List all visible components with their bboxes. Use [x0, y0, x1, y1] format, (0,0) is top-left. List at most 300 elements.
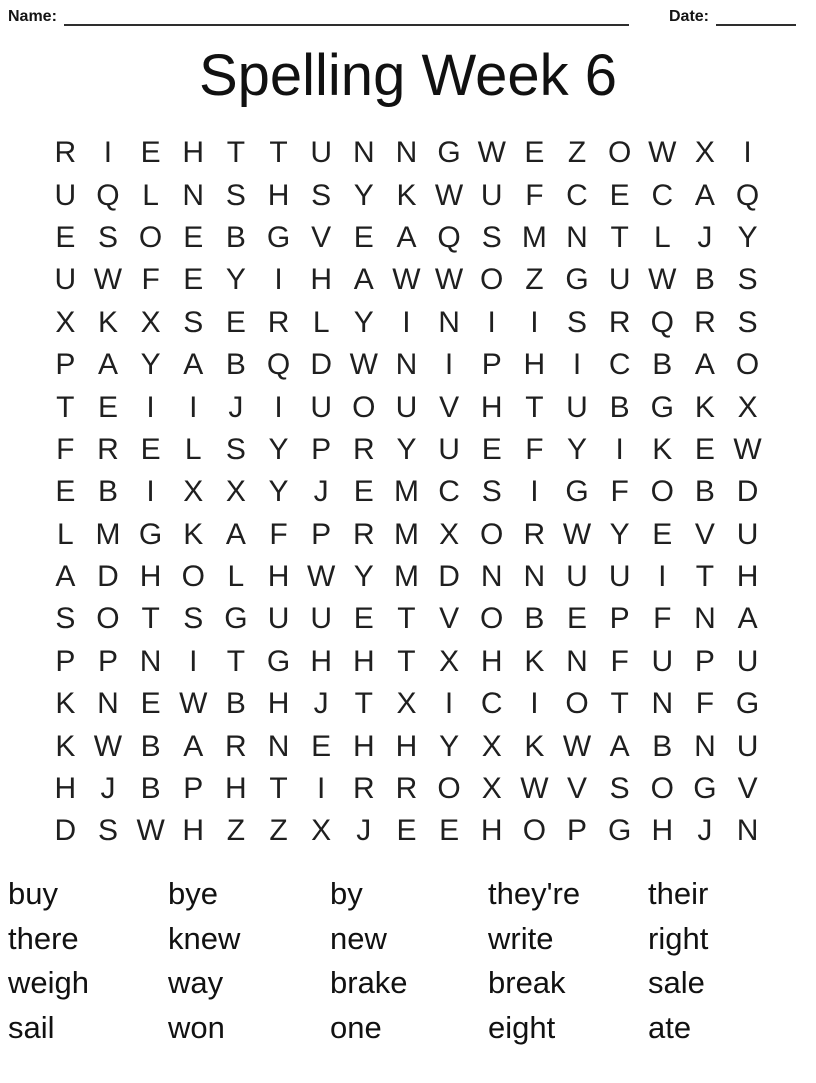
grid-letter: I — [146, 390, 155, 424]
grid-letter: L — [312, 305, 330, 339]
grid-letter: K — [524, 644, 545, 678]
grid-letter: G — [224, 602, 248, 636]
word-item: weigh — [8, 965, 89, 1001]
grid-letter: N — [352, 136, 375, 170]
grid-letter: Z — [269, 814, 288, 848]
word-item: one — [330, 1010, 382, 1046]
grid-letter: Y — [439, 729, 460, 763]
grid-letter: H — [310, 263, 332, 297]
grid-letter: E — [524, 136, 545, 170]
grid-letter: Y — [353, 178, 374, 212]
grid-letter: U — [608, 263, 631, 297]
grid-letter: F — [56, 432, 75, 466]
grid-letter: I — [402, 305, 411, 339]
grid-letter: F — [610, 644, 629, 678]
grid-letter: J — [313, 475, 329, 509]
grid-letter: H — [523, 348, 546, 382]
grid-letter: I — [103, 136, 113, 170]
grid-letter: N — [736, 814, 759, 848]
grid-letter: V — [311, 220, 332, 254]
grid-letter: H — [267, 178, 290, 212]
grid-letter: E — [353, 475, 374, 509]
grid-row — [44, 725, 769, 767]
grid-letter: W — [562, 729, 592, 763]
grid-letter: J — [100, 772, 116, 806]
grid-letter: P — [311, 517, 332, 551]
grid-letter: H — [182, 814, 205, 848]
grid-letter: O — [437, 772, 461, 806]
grid-letter: R — [267, 305, 290, 339]
word-item: write — [488, 920, 554, 956]
grid-row — [44, 386, 769, 428]
grid-letter: Y — [567, 432, 588, 466]
grid-letter: G — [565, 263, 589, 297]
grid-row — [44, 641, 769, 683]
grid-letter: E — [567, 602, 588, 636]
grid-letter: W — [349, 348, 378, 382]
grid-letter: I — [743, 136, 752, 170]
word-list-row — [8, 1006, 810, 1051]
grid-letter: B — [652, 729, 673, 763]
grid-letter: I — [316, 772, 326, 806]
grid-letter: O — [480, 517, 504, 551]
grid-letter: W — [562, 517, 592, 551]
grid-letter: G — [607, 814, 632, 848]
grid-letter: R — [352, 432, 375, 466]
grid-letter: F — [695, 687, 715, 721]
grid-letter: B — [97, 475, 118, 509]
grid-letter: H — [395, 729, 418, 763]
grid-letter: W — [392, 263, 421, 297]
grid-letter: H — [480, 814, 503, 848]
grid-letter: E — [652, 517, 673, 551]
grid-letter: P — [97, 644, 118, 678]
grid-letter: E — [97, 390, 118, 424]
grid-letter: H — [736, 560, 759, 594]
grid-letter: D — [54, 814, 77, 848]
grid-letter: L — [184, 432, 202, 466]
page-title: Spelling Week 6 — [198, 43, 618, 108]
grid-letter: A — [609, 729, 630, 763]
grid-letter: X — [311, 814, 332, 848]
grid-letter: V — [694, 517, 715, 551]
grid-letter: Q — [735, 178, 760, 212]
grid-letter: U — [566, 390, 588, 424]
grid-letter: R — [395, 772, 418, 806]
grid-letter: M — [393, 560, 419, 594]
grid-letter: K — [97, 305, 118, 339]
grid-letter: W — [520, 772, 549, 806]
grid-letter: U — [480, 178, 503, 212]
grid-letter: W — [93, 263, 123, 297]
grid-letter: I — [487, 305, 496, 339]
grid-letter: U — [310, 390, 332, 424]
grid-letter: E — [609, 178, 630, 212]
grid-letter: H — [651, 814, 674, 848]
grid-letter: P — [183, 772, 204, 806]
grid-letter: O — [352, 390, 376, 424]
grid-row — [44, 683, 769, 725]
word-list-row — [8, 917, 810, 962]
grid-letter: X — [439, 644, 460, 678]
word-item: bye — [168, 876, 218, 912]
grid-letter: Y — [353, 305, 374, 339]
grid-letter: A — [97, 348, 118, 382]
grid-letter: N — [523, 560, 546, 594]
grid-letter: O — [181, 560, 205, 594]
grid-letter: R — [352, 772, 375, 806]
grid-letter: A — [183, 348, 204, 382]
grid-row — [44, 344, 769, 386]
grid-letter: W — [648, 263, 677, 297]
grid-letter: S — [567, 305, 588, 339]
grid-letter: I — [572, 348, 582, 382]
grid-letter: S — [183, 602, 204, 636]
grid-letter: F — [525, 178, 544, 212]
grid-letter: E — [353, 602, 374, 636]
grid-letter: T — [56, 390, 75, 424]
grid-letter: O — [650, 475, 674, 509]
grid-letter: D — [438, 560, 460, 594]
grid-letter: C — [438, 475, 460, 509]
grid-letter: N — [694, 602, 716, 636]
grid-letter: T — [141, 602, 160, 636]
grid-letter: D — [736, 475, 759, 509]
grid-letter: L — [653, 220, 671, 254]
grid-letter: U — [736, 729, 759, 763]
grid-letter: H — [480, 390, 503, 424]
grid-letter: H — [54, 772, 77, 806]
grid-letter: H — [352, 644, 375, 678]
grid-letter: G — [565, 475, 589, 509]
grid-letter: U — [736, 644, 759, 678]
grid-letter: U — [608, 560, 631, 594]
word-item: there — [8, 920, 79, 956]
grid-letter: U — [267, 602, 290, 636]
grid-letter: T — [397, 602, 416, 636]
grid-row — [44, 132, 769, 174]
grid-letter: O — [607, 136, 632, 170]
grid-row — [44, 768, 769, 810]
word-item: ate — [648, 1010, 692, 1046]
grid-letter: F — [525, 432, 544, 466]
grid-letter: Q — [437, 220, 461, 254]
grid-letter: M — [393, 475, 419, 509]
grid-letter: E — [396, 814, 417, 848]
word-item: right — [648, 920, 709, 956]
grid-letter: S — [737, 263, 758, 297]
grid-letter: P — [567, 814, 588, 848]
grid-letter: T — [525, 390, 544, 424]
word-item: sail — [8, 1010, 55, 1046]
grid-letter: Y — [268, 475, 289, 509]
name-blank-line — [64, 9, 629, 26]
grid-letter: F — [269, 517, 288, 551]
grid-letter: V — [737, 772, 758, 806]
grid-letter: H — [267, 560, 290, 594]
grid-letter: I — [615, 432, 624, 466]
grid-letter: A — [694, 178, 715, 212]
grid-letter: P — [55, 348, 76, 382]
grid-letter: I — [530, 475, 539, 509]
grid-letter: N — [395, 136, 418, 170]
grid-letter: R — [608, 305, 631, 339]
grid-letter: G — [266, 220, 291, 254]
grid-letter: B — [609, 390, 630, 424]
grid-letter: Y — [268, 432, 289, 466]
grid-letter: N — [97, 687, 119, 721]
grid-letter: I — [146, 475, 155, 509]
grid-letter: U — [310, 136, 332, 170]
grid-letter: I — [530, 687, 539, 721]
grid-letter: M — [521, 220, 547, 254]
grid-letter: B — [225, 348, 246, 382]
date-blank-line — [716, 9, 796, 26]
grid-row — [44, 174, 769, 216]
grid-letter: A — [55, 560, 76, 594]
word-list-row — [8, 961, 810, 1006]
grid-letter: X — [140, 305, 161, 339]
grid-letter: M — [95, 517, 121, 551]
grid-letter: E — [481, 432, 502, 466]
grid-letter: H — [480, 644, 503, 678]
grid-letter: F — [653, 602, 672, 636]
grid-letter: B — [694, 475, 715, 509]
grid-row — [44, 598, 769, 640]
word-list — [8, 872, 810, 1050]
grid-letter: I — [189, 390, 198, 424]
grid-letter: T — [695, 560, 715, 594]
grid-letter: L — [142, 178, 159, 212]
grid-row — [44, 429, 769, 471]
grid-letter: Z — [226, 814, 246, 848]
grid-letter: O — [480, 263, 504, 297]
grid-letter: T — [269, 772, 288, 806]
grid-letter: N — [182, 178, 205, 212]
grid-letter: W — [434, 263, 464, 297]
grid-letter: I — [189, 644, 198, 678]
word-item: buy — [8, 876, 58, 912]
grid-letter: U — [736, 517, 759, 551]
grid-letter: R — [54, 136, 77, 170]
grid-letter: S — [481, 475, 502, 509]
grid-row — [44, 471, 769, 513]
grid-letter: U — [54, 263, 77, 297]
grid-letter: N — [139, 644, 162, 678]
grid-letter: L — [227, 560, 245, 594]
header-bar — [8, 8, 796, 26]
grid-letter: P — [694, 644, 715, 678]
grid-letter: W — [307, 560, 336, 594]
grid-letter: Z — [525, 263, 544, 297]
grid-letter: X — [481, 729, 502, 763]
grid-letter: R — [225, 729, 247, 763]
grid-letter: T — [354, 687, 373, 721]
grid-letter: C — [566, 178, 588, 212]
grid-letter: I — [658, 560, 667, 594]
grid-letter: Y — [353, 560, 374, 594]
grid-letter: H — [352, 729, 375, 763]
grid-letter: H — [225, 772, 247, 806]
grid-letter: U — [566, 560, 588, 594]
grid-letter: W — [93, 729, 123, 763]
grid-letter: W — [733, 432, 762, 466]
grid-letter: U — [54, 178, 77, 212]
grid-letter: N — [480, 560, 503, 594]
grid-row — [44, 556, 769, 598]
grid-letter: J — [228, 390, 244, 424]
grid-letter: Y — [396, 432, 417, 466]
grid-letter: F — [610, 475, 629, 509]
grid-letter: O — [96, 602, 120, 636]
grid-letter: X — [694, 136, 715, 170]
grid-letter: M — [393, 517, 419, 551]
grid-letter: S — [737, 305, 758, 339]
grid-letter: G — [266, 644, 291, 678]
grid-letter: V — [439, 390, 460, 424]
word-item: eight — [488, 1010, 556, 1046]
grid-letter: N — [566, 220, 588, 254]
grid-letter: X — [737, 390, 758, 424]
grid-letter: P — [311, 432, 332, 466]
grid-letter: B — [652, 348, 673, 382]
grid-letter: S — [225, 178, 246, 212]
grid-letter: U — [395, 390, 418, 424]
grid-letter: T — [226, 644, 246, 678]
grid-letter: U — [438, 432, 460, 466]
grid-letter: S — [97, 220, 118, 254]
grid-letter: G — [138, 517, 163, 551]
grid-letter: R — [352, 517, 375, 551]
grid-letter: X — [55, 305, 76, 339]
grid-letter: U — [651, 644, 674, 678]
grid-letter: E — [353, 220, 374, 254]
grid-letter: U — [310, 602, 332, 636]
grid-letter: S — [609, 772, 630, 806]
grid-letter: E — [183, 263, 204, 297]
grid-letter: R — [97, 432, 119, 466]
grid-letter: K — [652, 432, 673, 466]
grid-letter: S — [311, 178, 332, 212]
grid-letter: K — [524, 729, 545, 763]
grid-letter: E — [694, 432, 715, 466]
grid-letter: O — [138, 220, 163, 254]
grid-letter: W — [179, 687, 208, 721]
grid-letter: T — [269, 136, 288, 170]
word-item: break — [488, 965, 566, 1001]
word-item: their — [648, 876, 709, 912]
grid-letter: G — [693, 772, 717, 806]
grid-letter: T — [610, 220, 629, 254]
grid-letter: G — [650, 390, 674, 424]
grid-letter: D — [310, 348, 332, 382]
date-label: Date: — [668, 8, 709, 25]
grid-letter: N — [694, 729, 716, 763]
grid-letter: B — [694, 263, 715, 297]
grid-letter: G — [437, 136, 461, 170]
grid-letter: Y — [225, 263, 246, 297]
grid-letter: Q — [650, 305, 674, 339]
grid-letter: B — [225, 220, 246, 254]
grid-letter: S — [55, 602, 76, 636]
grid-letter: I — [274, 390, 283, 424]
grid-letter: D — [97, 560, 119, 594]
grid-letter: C — [480, 687, 503, 721]
grid-letter: S — [183, 305, 204, 339]
grid-letter: E — [55, 475, 76, 509]
grid-letter: A — [225, 517, 246, 551]
grid-letter: V — [439, 602, 460, 636]
grid-letter: E — [225, 305, 246, 339]
grid-row — [44, 217, 769, 259]
grid-letter: P — [55, 644, 76, 678]
grid-letter: B — [140, 772, 161, 806]
grid-letter: I — [274, 263, 283, 297]
grid-letter: W — [434, 178, 464, 212]
grid-letter: O — [650, 772, 674, 806]
grid-letter: N — [566, 644, 588, 678]
grid-letter: P — [481, 348, 502, 382]
grid-letter: W — [648, 136, 677, 170]
word-item: by — [330, 876, 363, 912]
grid-row — [44, 810, 769, 852]
grid-letter: K — [183, 517, 204, 551]
grid-letter: Z — [567, 136, 587, 170]
word-item: knew — [168, 920, 241, 956]
grid-letter: N — [651, 687, 674, 721]
word-item: way — [168, 965, 224, 1001]
grid-letter: J — [313, 687, 329, 721]
grid-letter: B — [140, 729, 161, 763]
word-item: they're — [488, 876, 581, 912]
grid-letter: W — [477, 136, 506, 170]
grid-letter: K — [55, 687, 76, 721]
grid-letter: J — [697, 220, 713, 254]
grid-letter: E — [140, 136, 161, 170]
grid-row — [44, 259, 769, 301]
grid-letter: Y — [140, 348, 161, 382]
grid-letter: O — [522, 814, 547, 848]
grid-row — [44, 302, 769, 344]
grid-letter: R — [523, 517, 546, 551]
grid-letter: H — [182, 136, 205, 170]
grid-letter: E — [140, 687, 161, 721]
grid-letter: H — [267, 687, 290, 721]
grid-letter: Q — [266, 348, 291, 382]
grid-letter: E — [55, 220, 76, 254]
grid-letter: X — [225, 475, 246, 509]
grid-letter: X — [481, 772, 502, 806]
word-search-grid — [44, 132, 769, 853]
grid-letter: G — [735, 687, 760, 721]
grid-letter: I — [444, 348, 454, 382]
grid-letter: T — [397, 644, 416, 678]
grid-letter: W — [136, 814, 165, 848]
grid-letter: A — [396, 220, 417, 254]
grid-letter: N — [438, 305, 460, 339]
grid-letter: P — [609, 602, 630, 636]
grid-letter: O — [565, 687, 589, 721]
grid-letter: X — [396, 687, 417, 721]
grid-letter: S — [481, 220, 502, 254]
grid-letter: O — [735, 348, 760, 382]
grid-letter: C — [651, 178, 674, 212]
grid-letter: J — [356, 814, 372, 848]
grid-letter: F — [141, 263, 160, 297]
grid-row — [44, 514, 769, 556]
grid-letter: S — [225, 432, 246, 466]
grid-letter: A — [183, 729, 204, 763]
